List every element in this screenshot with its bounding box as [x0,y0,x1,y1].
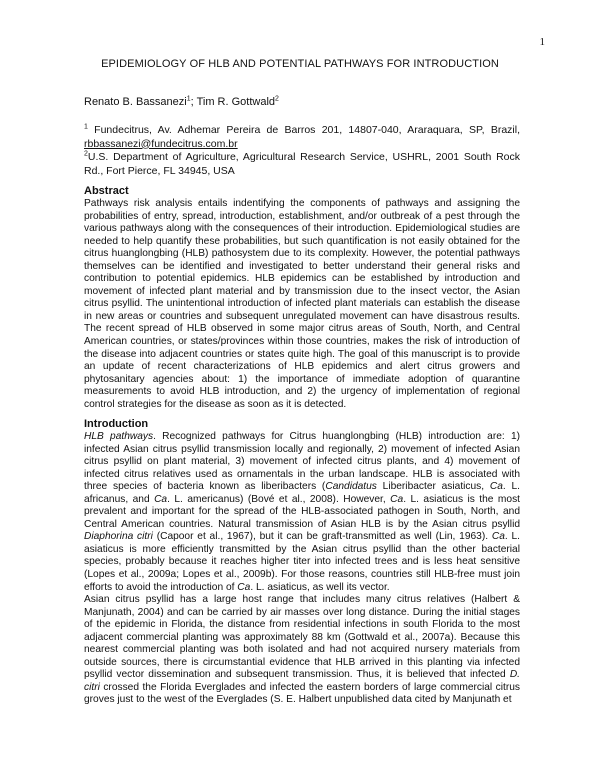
text-run: . Recognized pathways for Citrus huanglongbing (HLB) introduction are: 1) infected Asian citrus psyllid transmission locally and regionally, 2) movement of infected Asian citrus psyllid on plant material, 3) movement of infected citrus plants, and 4) movement of infected citrus relatives used as ornamentals in the urban landscape. HLB is associated with three species of bacteria known as liberibacters ( [84,431,521,493]
italic-term: Ca [491,531,505,543]
italic-term: Ca [489,481,503,493]
text-run: . L. asiaticus is the most prevalent and important for the spread of the HLB-associated pathogen in South, North, and Central American countries. Natural transmission of Asian HLB is by the Asian citrus psyllid [84,493,521,530]
introduction-paragraph-1 [84,431,520,594]
abstract-heading: Abstract [84,185,129,197]
affiliation-superscript: 1 [84,123,88,131]
author-name: Tim R. Gottwald [196,96,276,108]
author-name: Renato B. Bassanezi [84,96,187,108]
text-run: . L. asiaticus is more efficiently transmitted by the Asian citrus psyllid than the other bacterial species, probably because it reaches higher titer into infected trees and is less heat sensitive (Lopes et al., 2009a; Lopes et al., 2009b). For those reasons, countries still HLB-free must join efforts to avoid the introduction of [84,531,520,593]
text-run: Liberibacter asiaticus, [376,481,490,493]
introduction-paragraph-2 [84,594,520,707]
author-superscript: 1 [186,95,191,103]
text-run: (Capoor et al., 1967), but it can be graft-transmitted as well (Lin, 1963). [152,531,492,543]
author-line [84,96,279,108]
affiliation-text: Fundecitrus, Av. Adhemar Pereira de Barros 201, 14807-040, Araraquara, SP, Brazil, [87,124,520,136]
affiliation-text: U.S. Department of Agriculture, Agricultural Research Service, USHRL, 2001 South Rock Rd., Fort Pierce, FL 34945, USA [84,151,520,177]
author-separator: ; [190,96,197,108]
run-in-heading: HLB pathways [84,431,154,442]
italic-term: Ca [237,581,251,593]
text-run: . L. americanus) (Bové et al., 2008). However, [167,493,391,505]
italic-term: Candidatus [325,481,377,493]
text-run: . L. africanus, and [84,481,520,505]
affiliation-superscript: 2 [84,150,88,158]
italic-term: Ca [154,493,168,505]
text-run: crossed the Florida Everglades and infected the eastern borders of large commercial citrus groves just to the west of the Everglades (S. E. Halbert unpublished data cited by Manjunath et [84,681,520,706]
introduction-heading: Introduction [84,418,149,430]
abstract-paragraph: Pathways risk analysis entails indentifying the components of pathways and assigning the probabilities of entry, spread, introduction, establishment, and/or outbreak of a pest through the various pathways along with the consequences of their introduction. Epidemiological studies are needed to help quantify these probabilities, but such quantification is not easily obtained for the citrus huanglongbing (HLB) pathosystem due to its complexity. However, the potential pathways themselves can be identified and investigated to better understand their general risks and contribution to potential epidemics. HLB epidemics can be established by introduction and movement of infected plant material and by transmission due to the insect vector, the Asian citrus psyllid. The unintentional introduction of infected plant materials can establish the disease in new areas or countries and subsequent unregulated movement can have disastrous results. The recent spread of HLB observed in some major citrus areas of South, North, and Central American countries, or states/provinces within those countries, makes the risk of introduction of the disease into adjacent countries or states quite high. The goal of this manuscript is to provide an update of recent characterizations of HLB epidemics and alert citrus growers and phytosanitary agencies about: 1) the importance of immediate adoption of quarantine measurements to avoid HLB introduction, and 2) the urgency of implementation of regional control strategies for the disease as soon as it is detected. [84,198,520,410]
page-number: 1 [539,36,545,48]
italic-term: Ca [390,493,404,505]
text-run: . L. asiaticus, as well its vector. [250,581,390,593]
italic-term: D. citri [84,669,520,693]
affiliation-1 [84,124,520,151]
abstract-section [84,185,520,411]
italic-term: Diaphorina citri [84,531,153,543]
affiliation-2 [84,151,520,178]
text-run: Asian citrus psyllid has a large host range that includes many citrus relatives (Halbert & Manjunath, 2004) and can be carried by air masses over long distance. During the initial stages of the epidemic in Florida, the distance from residential infections in south Florida to the most adjacent commercial planting was approximately 88 km (Gottwald et al., 2007a). Because this nearest commercial planting was both isolated and had not acquired nursery materials from outside sources, there is circumstantial evidence that HLB arrived in this planting via infected psyllid vector dissemination and subsequent transmission. Thus, it is believed that infected [84,594,520,681]
author-email-link[interactable]: rbbassanezi@fundecitrus.com.br [84,137,238,150]
author-superscript: 2 [275,95,279,103]
introduction-section [84,418,520,707]
paper-title: EPIDEMIOLOGY OF HLB AND POTENTIAL PATHWAYS FOR INTRODUCTION [101,58,499,70]
